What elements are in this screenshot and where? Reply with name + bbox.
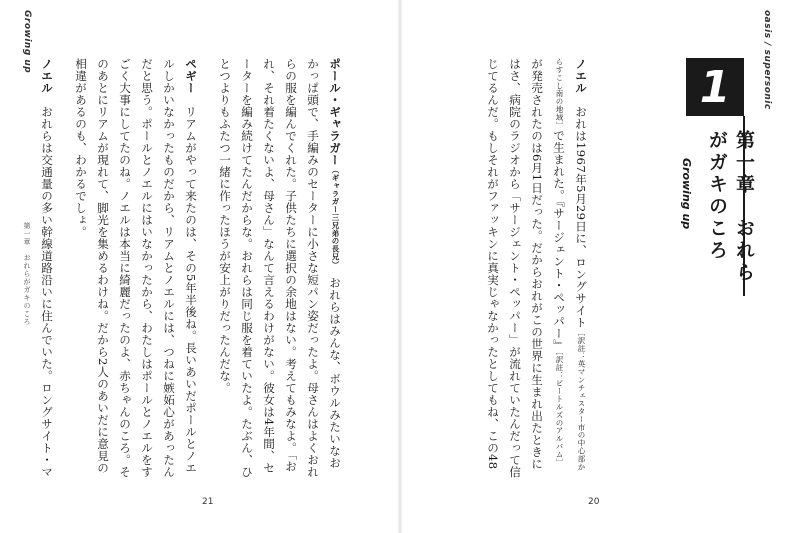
speaker-name: ノエル	[40, 58, 54, 94]
paragraph-text: おれらは交通量の多い幹線道路沿いに住んでいた。ロングサイト・マ	[40, 106, 54, 478]
speaker-note: （ギャラガー三兄弟の長兄）	[331, 166, 340, 265]
paragraph	[482, 58, 592, 478]
left-page-number: 21	[202, 497, 214, 507]
chapter-number-box	[686, 58, 744, 116]
speaker-name: ペギー	[184, 58, 198, 94]
paragraph-text: で生まれた。『サージェント・ペッパー』	[552, 129, 566, 352]
translator-note: ［訳註：ビートルズのアルバム］	[555, 351, 564, 467]
speaker-name: ポール・ギャラガー	[328, 58, 342, 166]
paragraph	[214, 58, 346, 478]
paragraph	[70, 58, 202, 478]
chapter-title: 第一章 おれらがガキのころ	[706, 130, 755, 284]
paragraph-text: おれは1967年5月29日に、ロングサイト	[574, 106, 588, 329]
right-running-head: oasis / supersonic	[762, 10, 772, 110]
paragraph-text: おれらはみんな、ボウルみたいなおかっぱ頭で、手編みのセーターに小さな短パン姿だったよ。母さんはよくおれらの服を編んでくれた。子供たちに選択の余地はない。考えてもみなよ。「おれ、それ着たくないよ、母さん」なんて言えるわけがない。彼女は4年間、セーターを編み続けてたんだからな。おれらは同じ服を着ていたよ。たぶん、ひとつよりもふたつ一緒に作ったほうが安上がりだったんだな。	[218, 58, 342, 478]
chapter-subtitle: Growing up	[680, 158, 693, 230]
right-page-number: 20	[588, 497, 600, 507]
right-body-text	[482, 58, 592, 478]
paragraph-text: が発売されたのは6月1日だった。だからおれがこの世界に生まれ出たときにはさ、病院のラジオから「サージェント・ペッパー」が流れていたんだって信じてるんだ。もしそれがファッキンに真実じゃなかったとしてもね、この48	[486, 58, 544, 478]
speaker-name: ノエル	[574, 58, 588, 94]
translator-note: ［訳註：英マンチェスター市の中心部からすこし南の地域］	[555, 58, 586, 471]
left-running-head: Growing up	[22, 10, 32, 74]
chapter-number: 1	[699, 61, 731, 113]
chapter-footer: 第一章 おれらがガキのころ	[23, 222, 31, 326]
paragraph-text: リアムがやって来たのは、その5年半後ね。長いあいだポールとノエルしかいなかったものだから、リアムとノエルには、つねに嫉妬心があったんだと思う。ポールとノエルにはいなかったから、わたしはポールとノエルをすごく大事にしてたのね。ノエルは本当に綺麗だったのよ、赤ちゃんのころ。そのあとにリアムが現れて、脚光を集めるわけね。だから2人のあいだに意見の相違があるのも、わかるでしょ。	[74, 58, 198, 478]
chapter-heading	[598, 58, 755, 288]
left-body-text	[40, 58, 346, 478]
paragraph	[40, 58, 58, 478]
